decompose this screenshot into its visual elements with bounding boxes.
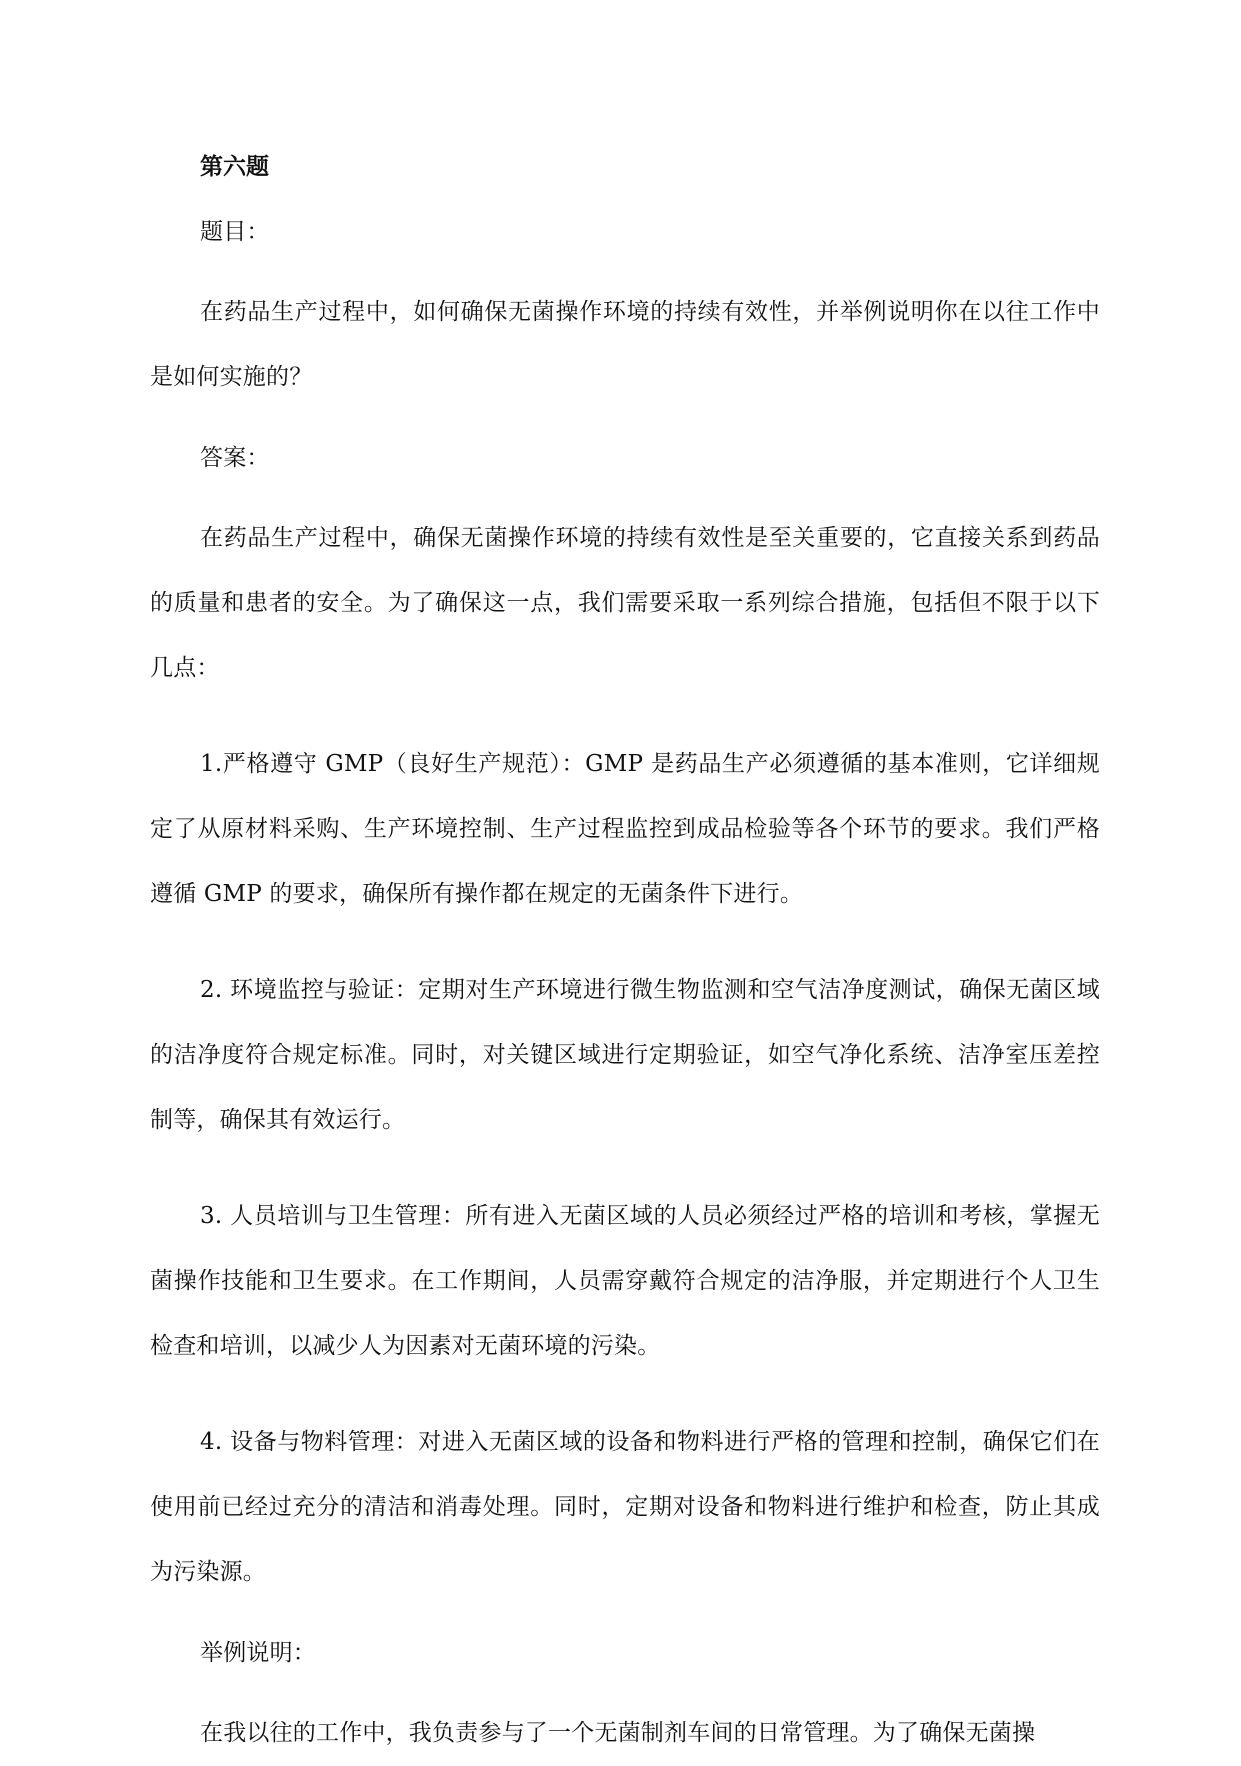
document-content (150, 150, 1100, 1766)
question-text: 在药品生产过程中，如何确保无菌操作环境的持续有效性，并举例说明你在以往工作中是如何实施的？ (150, 299, 1100, 390)
answer-intro: 在药品生产过程中，确保无菌操作环境的持续有效性是至关重要的，它直接关系到药品的质量和患者的安全。为了确保这一点，我们需要采取一系列综合措施，包括但不限于以下几点： (150, 525, 1100, 681)
question-title: 第六题 (200, 154, 269, 180)
answer-point-1: 1.严格遵守 GMP（良好生产规范）：GMP 是药品生产必须遵循的基本准则，它详细规定了从原材料采购、生产环境控制、生产过程监控到成品检验等各个环节的要求。我们严格遵循 GMP 的要求，确保所有操作都在规定的无菌条件下进行。 (150, 751, 1100, 907)
example-text: 在我以往的工作中，我负责参与了一个无菌制剂车间的日常管理。为了确保无菌操 (200, 1720, 1036, 1746)
answer-label: 答案： (200, 445, 270, 471)
answer-point-3: 3. 人员培训与卫生管理：所有进入无菌区域的人员必须经过严格的培训和考核，掌握无菌操作技能和卫生要求。在工作期间，人员需穿戴符合规定的洁净服，并定期进行个人卫生检查和培训，以减少人为因素对无菌环境的污染。 (150, 1203, 1100, 1359)
question-label: 题目： (200, 219, 270, 245)
answer-point-2: 2. 环境监控与验证：定期对生产环境进行微生物监测和空气洁净度测试，确保无菌区域的洁净度符合规定标准。同时，对关键区域进行定期验证，如空气净化系统、洁净室压差控制等，确保其有效运行。 (150, 977, 1100, 1133)
answer-point-4: 4. 设备与物料管理：对进入无菌区域的设备和物料进行严格的管理和控制，确保它们在使用前已经过充分的清洁和消毒处理。同时，定期对设备和物料进行维护和检查，防止其成为污染源。 (150, 1429, 1100, 1585)
example-label: 举例说明： (200, 1640, 316, 1666)
